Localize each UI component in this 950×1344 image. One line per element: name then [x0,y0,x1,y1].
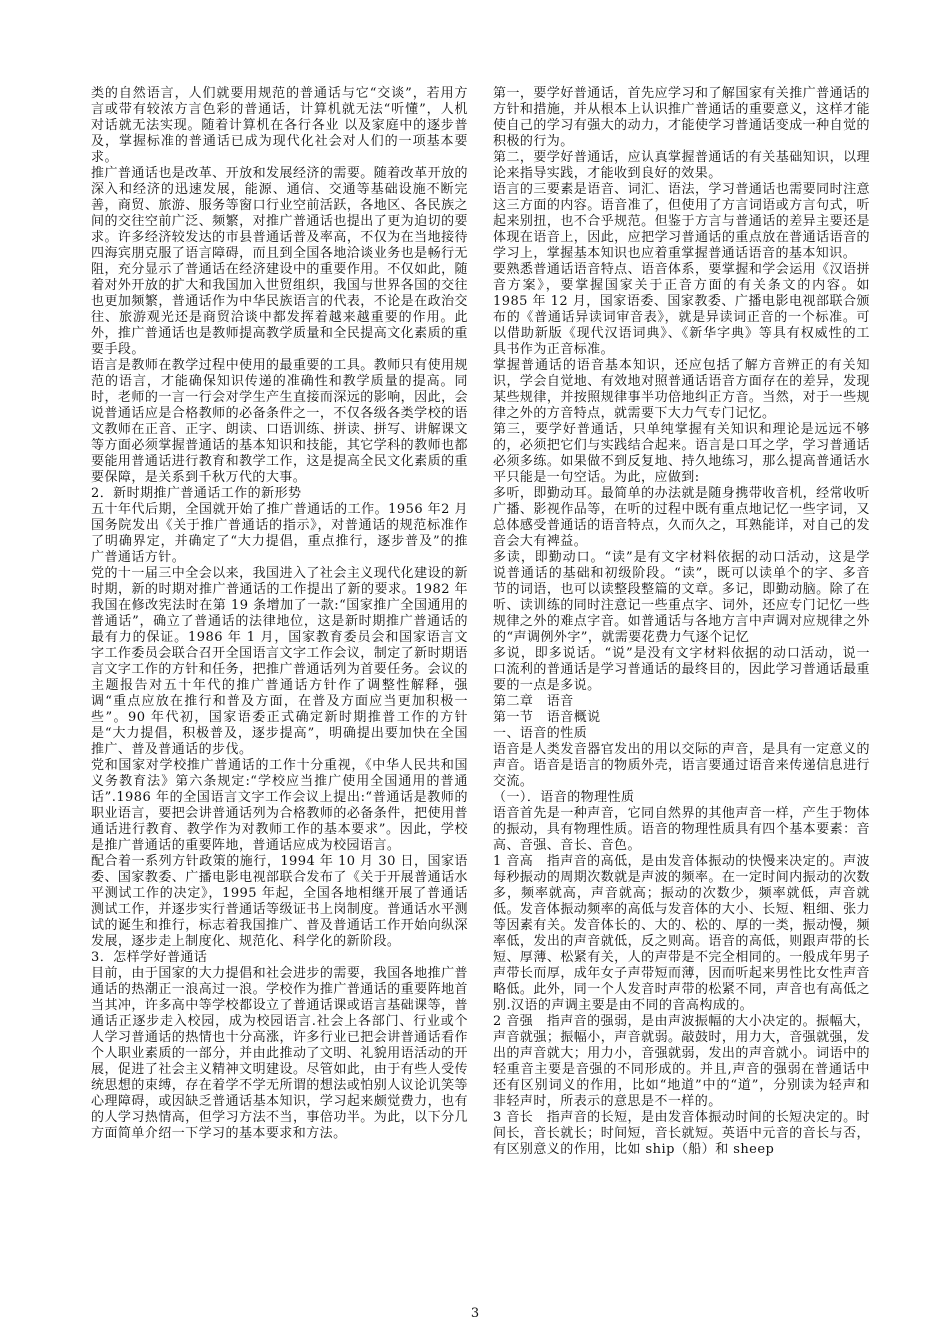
paragraph: 党的十一届三中全会以来，我国进入了社会主义现代化建设的新时期，新的时期对推广普通话的工作提出了新的要求。1982 年我国在修改宪法时在第 19 条增加了一款:“国家推广全国通用的普通话”，确立了普通话的法律地位，这是新时期推广普通话的最有力的保证。1986 年 1 月，国家教育委员会和国家语言文字工作委员会联合召开全国语言文字工作会议，制定了新时期语言文字工作的方针和任务，把推广普通话列为首要任务。会议的主题报告对五十年代的推广普通话方针作了调整性解释，强调“重点应放在推行和普及方面，在普及方面应当更加积极一些”。90 年代初，国家语委正式确定新时期推普工作的方针是“大力提倡，积极普及，逐步提高”，明确提出要加快在全国推广、普及普通话的步伐。 [91,566,468,757]
paragraph: 语言的三要素是语音、词汇、语法，学习普通话也需要同时注意这三方面的内容。语音准了，但使用了方言词语或方言句式，听起来别扭，也不合乎规范。但鉴于方言与普通话的差异主要还是体现在语音上，因此，应把学习普通话的重点放在普通话语音的学习上，掌握基本知识也应着重掌握普通话语音的基本知识。 [493,182,870,261]
paragraph: 语言是教师在教学过程中使用的最重要的工具。教师只有使用规范的语言，才能确保知识传递的准确性和教学质量的提高。同时，老师的一言一行会对学生产生直接而深远的影响，因此，会说普通话应是合格教师的必备条件之一，不仅各级各类学校的语文教师在正音、正字、朗读、口语训练、拼读、拼写、讲解课文等方面必须掌握普通话的基本知识和技能，其它学科的教师也都要能用普通话进行教育和教学工作，这是提高全民文化素质的重要保障，是关系到千秋万代的大事。 [91,358,468,485]
section-heading: 第一节 语音概说 [493,710,601,725]
paragraph: 语音是人类发音器官发出的用以交际的声音，是具有一定意义的声音。语音是语言的物质外壳，语言要通过语音来传递信息进行交流。 [493,742,870,789]
right-column [493,86,870,1158]
paragraph: 3 音长 指声音的长短，是由发音体振动时间的长短决定的。时间长，音长就长；时间短，音长就短。英语中元音的音长与否，有区别意义的作用，比如 ship（船）和 sheep [493,1110,870,1157]
section-heading: 2．新时期推广普通话工作的新形势 [91,486,302,501]
subsection-heading: （一）．语音的物理性质 [493,790,635,805]
paragraph: 第三，要学好普通话，只单纯掌握有关知识和理论是远远不够的，必须把它们与实践结合起来。语言是口耳之学，学习普通话必须多练。如果做不到反复地、持久地练习，那么提高普通话水平只能是一句空话。为此，应做到: [493,422,870,485]
paragraph: 目前，由于国家的大力提倡和社会进步的需要，我国各地推广普通话的热潮正一浪高过一浪。学校作为推广普通话的重要阵地首当其冲，许多高中等学校都设立了普通话课或语言基础课等，普通话正逐步走入校园，成为校园语言.社会上各部门、行业或个人学习普通话的热情也十分高涨，许多行业已把会讲普通话看作个人职业素质的一部分，并由此推动了文明、礼貌用语活动的开展，促进了社会主义精神文明建设。尽管如此，由于有些人受传统思想的束缚，存在着学不学无所谓的想法或怕别人议论讥笑等心理障碍，或因缺乏普通话基本知识，学习起来颇觉费力，也有的人学习热情高，但学习方法不当，事倍功半。为此，以下分几方面简单介绍一下学习的基本要求和方法。 [91,966,468,1141]
paragraph: 2 音强 指声音的强弱，是由声波振幅的大小决定的。振幅大，声音就强；振幅小，声音就弱。敲鼓时，用力大，音强就强，发出的声音就大；用力小，音强就弱，发出的声音就小。词语中的轻重音主要是音强的不同形成的。并且,声音的强弱在普通话中还有区别词义的作用，比如“地道”中的“道”，分别读为轻声和非轻声时，所表示的意思是不一样的。 [493,1014,870,1109]
paragraph: 推广普通话也是改革、开放和发展经济的需要。随着改革开放的深入和经济的迅速发展，能源、通信、交通等基础设施不断完善，商贸、旅游、服务等窗口行业空前活跃，各地区、各民族之间的交往空前广泛、频繁，对推广普通话也提出了更为迫切的要求。许多经济较发达的市县普通话普及率高，不仅为在当地接待四海宾朋克服了语言障碍，而且到全国各地洽谈业务也是畅行无阻，充分显示了普通话在经济建设中的重要作用。不仅如此，随着对外开放的扩大和我国加入世贸组织，我国与世界各国的交往也更加频繁，普通话作为中华民族语言的代表，不论是在政治交往、旅游观光还是商贸洽谈中都发挥着越来越重要的作用。此外，推广普通话也是教师提高教学质量和全民提高文化素质的重要手段。 [91,166,468,357]
paragraph: 1 音高 指声音的高低，是由发音体振动的快慢来决定的。声波每秒振动的周期次数就是声波的频率。在一定时间内振动的次数多，频率就高，声音就高；振动的次数少，频率就低，声音就低。发音体振动频率的高低与发音体的大小、长短、粗细、张力等因素有关。发音体长的、大的、松的、厚的一类，振动慢，频率低，发出的声音就低，反之则高。语音的高低，则跟声带的长短、厚薄、松紧有关，人的声带是不完全相同的。一般成年男子声带长而厚，成年女子声带短而薄，因而听起来男性比女性声音略低。此外，同一个人发音时声带的松紧不同，声音也有高低之别.汉语的声调主要是由不同的音高构成的。 [493,854,870,1013]
paragraph: 第二，要学好普通话，应认真掌握普通话的有关基础知识，以理论来指导实践，才能收到良好的效果。 [493,150,870,181]
paragraph: 类的自然语言，人们就要用规范的普通话与它“交谈”，若用方言或带有较浓方言色彩的普通话，计算机就无法“听懂”，人机对话就无法实现。随着计算机在各行各业 以及家庭中的逐步普及，掌握标准的普通话已成为现代化社会对人们的一项基本要求。 [91,86,468,165]
paragraph: 语音首先是一种声音，它同自然界的其他声音一样，产生于物体的振动，具有物理性质。语音的物理性质具有四个基本要素：音高、音强、音长、音色。 [493,806,870,853]
paragraph: 要熟悉普通话语音特点、语音体系，要掌握和学会运用《汉语拼音方案》，要掌握国家关于正音方面的有关条文的内容。如 1985 年 12 月，国家语委、国家教委、广播电影电视部联合颁布的《普通话异读词审音表》，就是异读词正音的一个标准。可以借助新版《现代汉语词典》、《新华字典》等具有权威性的工具书作为正音标准。 [493,262,870,357]
section-heading: 3．怎样学好普通话 [91,950,208,965]
paragraph: 配合着一系列方针政策的施行，1994 年 10 月 30 日，国家语委、国家教委、广播电影电视部联合发布了《关于开展普通话水平测试工作的决定》，1995 年起，全国各地相继开展了普通话测试工作，并逐步实行普通话等级证书上岗制度。普通话水平测试的诞生和推行，标志着我国推广、普及普通话工作开始向纵深发展，逐步走上制度化、规范化、科学化的新阶段。 [91,854,468,949]
page-number: 3 [470,1306,480,1321]
paragraph: 掌握普通话的语音基本知识，还应包括了解方音辨正的有关知识，学会自觉地、有效地对照普通话语音方面存在的差异，发现某些规律，并按照规律事半功倍地纠正方音。当然，对于一些规律之外的方音特点，就需要下大力气专门记忆。 [493,358,870,421]
paragraph: 多说，即多说话。“说”是没有文字材料依据的动口活动，说一口流利的普通话是学习普通话的最终目的，因此学习普通话最重要的一点是多说。 [493,646,870,693]
paragraph: 第一，要学好普通话，首先应学习和了解国家有关推广普通话的方针和措施，并从根本上认识推广普通话的重要意义，这样才能使自己的学习有强大的动力，才能使学习普通话变成一种自觉的积极的行为。 [493,86,870,149]
paragraph: 多读，即勤动口。“读”是有文字材料依据的动口活动，这是学说普通话的基础和初级阶段。“读”，既可以读单个的字、多音节的词语，也可以读整段整篇的文章。多记，即勤动脑。除了在听、读训练的同时注意记一些重点字、词外，还应专门记忆一些规律之外的难点字音。如普通话与各地方言中声调对应规律之外的“声调例外字”，就需要花费力气逐个记忆 [493,550,870,645]
chapter-heading: 第二章 语音 [493,694,574,709]
paragraph: 多听，即勤动耳。最简单的办法就是随身携带收音机，经常收听广播、影视作品等，在听的过程中既有重点地记忆一些字词，又总体感受普通话的语音特点，久而久之，耳熟能详，对自己的发音会大有裨益。 [493,486,870,549]
paragraph: 五十年代后期，全国就开始了推广普通话的工作。1956 年2 月国务院发出《关于推广普通话的指示》，对普通话的规范标准作了明确界定，并确定了“大力提倡，重点推行，逐步普及”的推广普通话方针。 [91,502,468,565]
subsection-heading: 一、语音的性质 [493,726,588,741]
paragraph: 党和国家对学校推广普通话的工作十分重视，《中华人民共和国义务教育法》第六条规定:“学校应当推广使用全国通用的普通话”.1986 年的全国语言文字工作会议上提出:“普通话是教师的职业语言，要把会讲普通话列为合格教师的必备条件，把使用普通话进行教育、教学作为对教师工作的基本要求”。因此，学校是推广普通话的重要阵地，普通话应成为校园语言。 [91,758,468,853]
left-column [91,86,468,1142]
